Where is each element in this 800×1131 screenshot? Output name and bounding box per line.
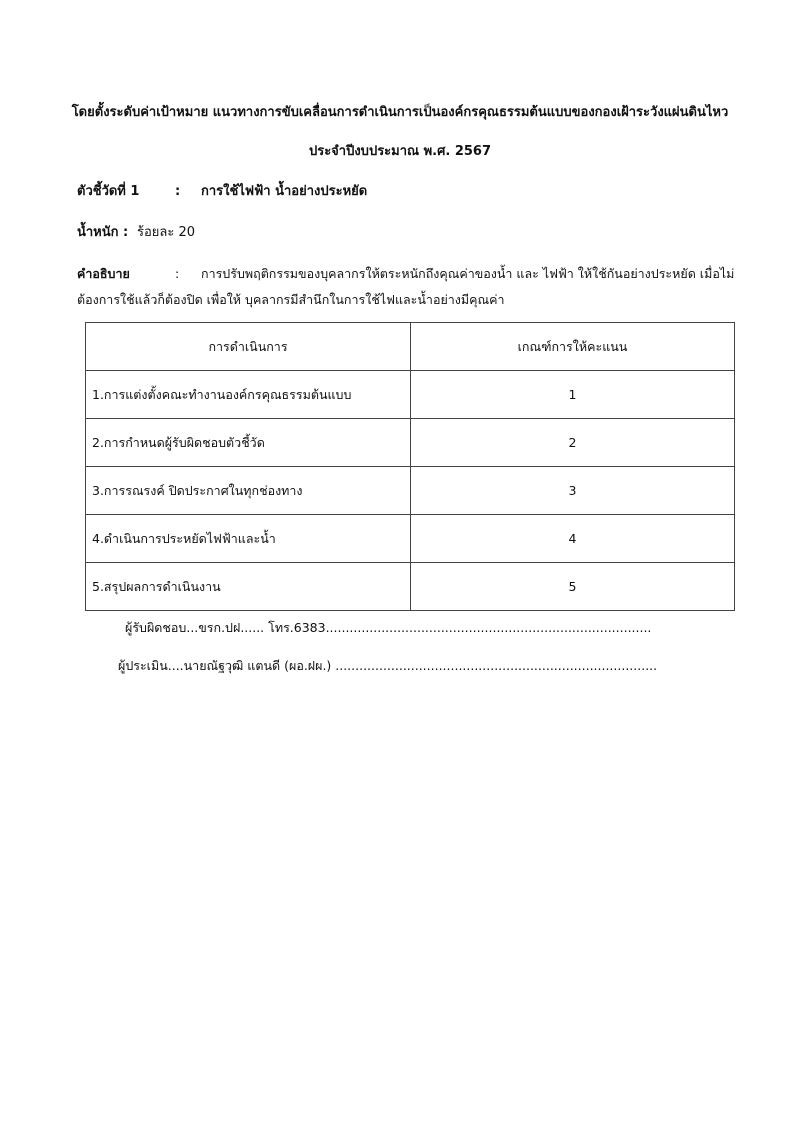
row-action: 2.การกำหนดผู้รับผิดชอบตัวชี้วัด bbox=[86, 419, 411, 467]
table-row bbox=[86, 515, 735, 563]
table-header-row bbox=[86, 323, 735, 371]
row-action: 3.การรณรงค์ ปิดประกาศในทุกช่องทาง bbox=[86, 467, 411, 515]
row-score: 3 bbox=[411, 467, 735, 515]
row-score: 4 bbox=[411, 515, 735, 563]
indicator-value: การใช้ไฟฟ้า น้ำอย่างประหยัด bbox=[201, 184, 368, 199]
row-score: 1 bbox=[411, 371, 735, 419]
table-row bbox=[86, 467, 735, 515]
table-row bbox=[86, 371, 735, 419]
header-action: การดำเนินการ bbox=[86, 323, 411, 371]
criteria-table bbox=[85, 322, 735, 611]
row-action: 1.การแต่งตั้งคณะทำงานองค์กรคุณธรรมต้นแบบ bbox=[86, 371, 411, 419]
description-label: คำอธิบาย bbox=[77, 266, 130, 281]
row-score: 2 bbox=[411, 419, 735, 467]
indicator-label: ตัวชี้วัดที่ 1 bbox=[77, 184, 140, 199]
row-action: 5.สรุปผลการดำเนินงาน bbox=[86, 563, 411, 611]
indicator-row bbox=[77, 180, 367, 201]
evaluator-line: ผู้ประเมิน....นายณัฐวุฒิ แตนดี (ผอ.ฝผ.) ................................................................................. bbox=[118, 658, 658, 673]
row-action: 4.ดำเนินการประหยัดไฟฟ้าและน้ำ bbox=[86, 515, 411, 563]
description-colon: : bbox=[175, 266, 180, 281]
document-title-line-2: ประจำปีงบประมาณ พ.ศ. 2567 bbox=[308, 144, 492, 159]
table-row bbox=[86, 419, 735, 467]
indicator-colon: : bbox=[175, 184, 181, 199]
weight-row bbox=[77, 221, 195, 242]
description-text: การปรับพฤติกรรมของบุคลากรให้ตระหนักถึงคุณค่าของน้ำ และ ไฟฟ้า ให้ใช้กันอย่างประหยัด เมื่อไม่ต้องการใช้แล้วก็ต้องปิด เพื่อให้ บุคลากรมีสำนึกในการใช้ไฟและน้ำอย่างมีคุณค่า bbox=[77, 266, 735, 307]
weight-value: ร้อยละ 20 bbox=[137, 225, 196, 240]
row-score: 5 bbox=[411, 563, 735, 611]
document-title-line-1: โดยตั้งระดับค่าเป้าหมาย แนวทางการขับเคลื่อนการดำเนินการเป็นองค์กรคุณธรรมต้นแบบของกองเฝ้าระวังแผ่นดินไหว bbox=[71, 105, 729, 120]
description-block bbox=[77, 261, 737, 313]
table-row bbox=[86, 563, 735, 611]
weight-label: น้ำหนัก : bbox=[77, 225, 129, 240]
header-score: เกณฑ์การให้คะแนน bbox=[411, 323, 735, 371]
responsible-person-line: ผู้รับผิดชอบ...ขรก.ปฝ...... โทร.6383.................................................................................. bbox=[125, 620, 652, 635]
